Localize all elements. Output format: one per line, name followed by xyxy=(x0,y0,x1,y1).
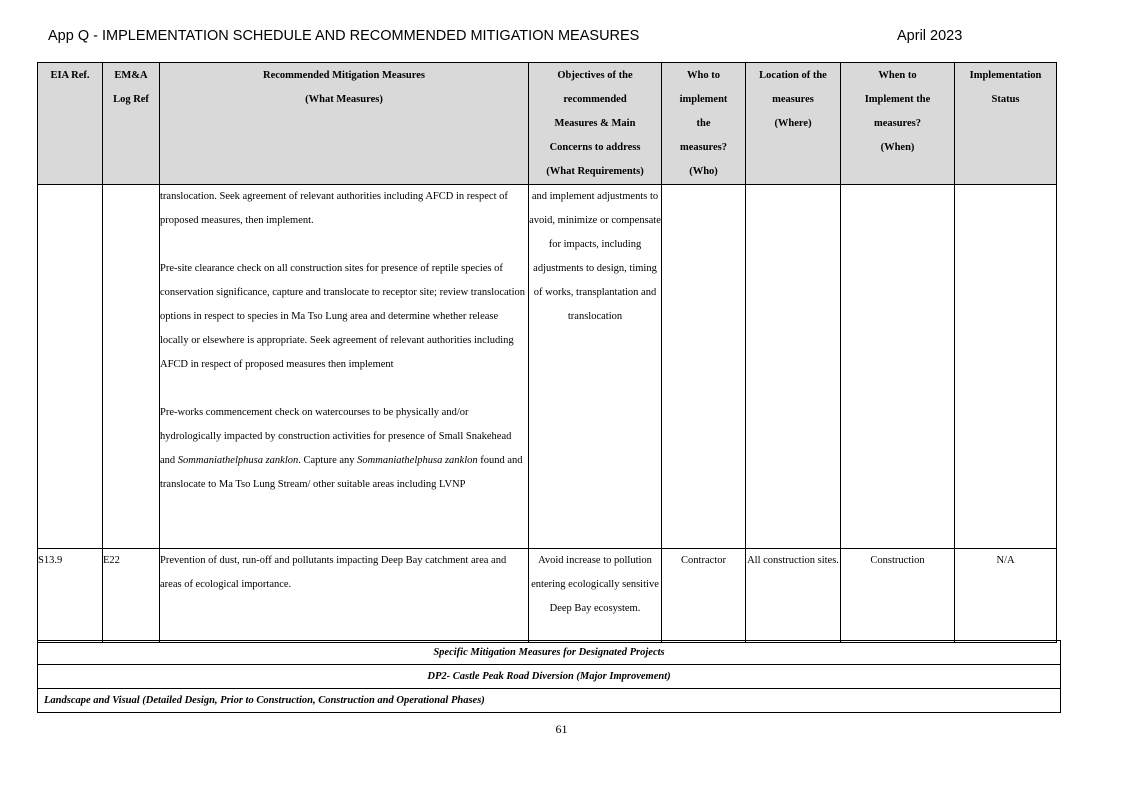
document-title: App Q - IMPLEMENTATION SCHEDULE AND RECOMMENDED MITIGATION MEASURES xyxy=(48,28,640,44)
col-header-where: Location of the measures (Where) xyxy=(746,63,841,185)
cell-who xyxy=(662,185,746,549)
species-name: Sommaniathelphusa zanklon xyxy=(177,455,299,466)
col-header-eia-ref: EIA Ref. xyxy=(38,63,103,185)
cell-measures xyxy=(160,185,529,549)
page-number: 61 xyxy=(555,722,568,736)
measure-paragraph: Pre-works commencement check on watercourses to be physically and/or hydrologically impacted by construction activities for presence of Small Snakehead and Sommaniathelphusa zanklon. Capture any Sommaniathelphusa zanklon found and translocate to Ma Tso Lung Stream/ other suitable areas including LVNP xyxy=(160,407,523,490)
col-header-objectives: Objectives of the recommended Measures & Main Concerns to address (What Requirements) xyxy=(529,63,662,185)
cell-status xyxy=(955,185,1057,549)
col-header-ema-log-ref: EM&A Log Ref xyxy=(103,63,160,185)
cell-who: Contractor xyxy=(662,549,746,643)
cell-when xyxy=(841,185,955,549)
section-headings xyxy=(37,640,1061,713)
cell-measures: Prevention of dust, run-off and pollutants impacting Deep Bay catchment area and areas of ecological importance. xyxy=(160,549,529,643)
col-header-when: When to Implement the measures? (When) xyxy=(841,63,955,185)
cell-eia-ref xyxy=(38,185,103,549)
mitigation-table xyxy=(37,62,1057,643)
col-header-status: Implementation Status xyxy=(955,63,1057,185)
species-name: Sommaniathelphusa zanklon xyxy=(357,455,478,466)
cell-ema-ref: E22 xyxy=(103,549,160,643)
cell-objectives: Avoid increase to pollution entering ecologically sensitive Deep Bay ecosystem. xyxy=(529,549,662,643)
measure-paragraph: Pre-site clearance check on all construction sites for presence of reptile species of conservation significance, capture and translocate to receptor site; review translocation options in respect to species in Ma Tso Lung area and determine whether release locally or elsewhere is appropriate. Seek agreement of relevant authorities including AFCD in respect of proposed measures then implement xyxy=(160,263,526,370)
col-header-measures: Recommended Mitigation Measures (What Measures) xyxy=(160,63,529,185)
cell-where xyxy=(746,185,841,549)
section-heading-designated-projects: Specific Mitigation Measures for Designated Projects xyxy=(38,641,1061,665)
cell-objectives: and implement adjustments to avoid, minimize or compensate for impacts, including adjustments to design, timing of works, transplantation and translocation xyxy=(529,185,662,549)
cell-where: All construction sites. xyxy=(746,549,841,643)
cell-status: N/A xyxy=(955,549,1057,643)
cell-eia-ref: S13.9 xyxy=(38,549,103,643)
cell-ema-ref xyxy=(103,185,160,549)
section-heading-dp2: DP2- Castle Peak Road Diversion (Major Improvement) xyxy=(38,665,1061,689)
col-header-who: Who to implement the measures? (Who) xyxy=(662,63,746,185)
document-date: April 2023 xyxy=(897,28,963,44)
table-header-row xyxy=(38,63,1057,185)
table-row xyxy=(38,185,1057,549)
cell-when: Construction xyxy=(841,549,955,643)
measure-paragraph: translocation. Seek agreement of relevant authorities including AFCD in respect of proposed measures, then implement. xyxy=(160,191,508,226)
section-heading-landscape-visual: Landscape and Visual (Detailed Design, Prior to Construction, Construction and Operational Phases) xyxy=(38,689,1061,713)
table-row xyxy=(38,549,1057,643)
